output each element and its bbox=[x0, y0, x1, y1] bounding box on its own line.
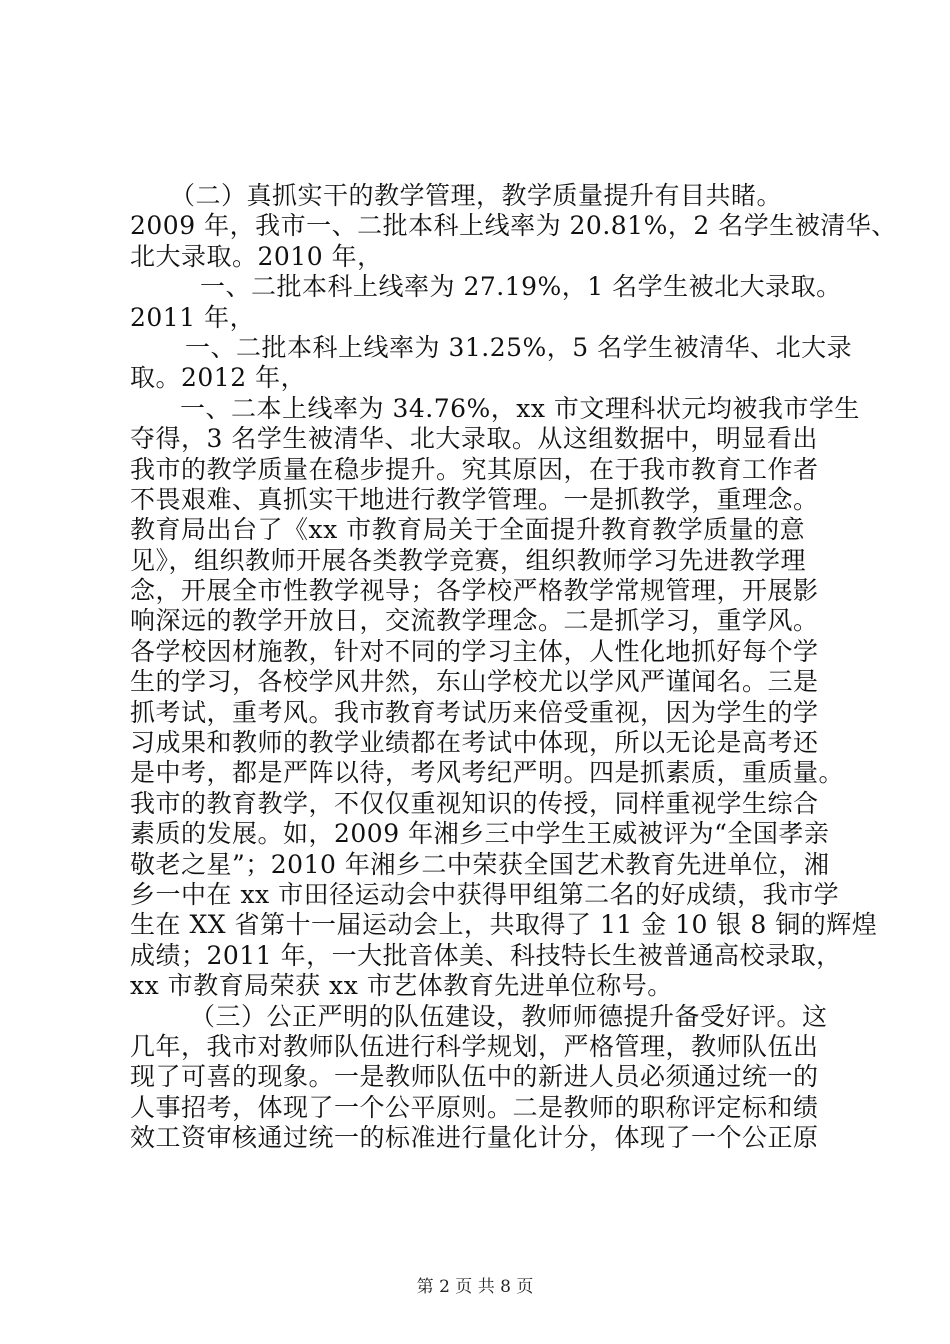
text-line: 一、二本上线率为 34.76%，xx 市文理科状元均被我市学生 bbox=[180, 393, 860, 423]
text-line: 取。2012 年， bbox=[130, 363, 307, 393]
text-line: 教育局出台了《xx 市教育局关于全面提升教育教学质量的意 bbox=[130, 515, 806, 545]
text-line: 生的学习，各校学风井然，东山学校尤以学风严谨闻名。三是 bbox=[130, 667, 819, 697]
text-line: 北大录取。2010 年， bbox=[130, 241, 383, 271]
text-line: （二）真抓实干的教学管理，教学质量提升有目共睹。 bbox=[170, 181, 783, 210]
text-line: 效工资审核通过统一的标准进行量化计分，体现了一个公正原 bbox=[130, 1123, 819, 1153]
body-text bbox=[130, 181, 897, 1154]
text-line: 是中考，都是严阵以待，考风考纪严明。四是抓素质，重质量。 bbox=[130, 758, 845, 788]
text-line: 一、二批本科上线率为 27.19%，1 名学生被北大录取。 bbox=[200, 272, 842, 302]
text-line: 一、二批本科上线率为 31.25%，5 名学生被清华、北大录 bbox=[185, 332, 853, 362]
text-line: 人事招考，体现了一个公平原则。二是教师的职称评定标和绩 bbox=[130, 1092, 819, 1122]
text-line: 响深远的教学开放日，交流教学理念。二是抓学习，重学风。 bbox=[130, 606, 819, 636]
text-line: 我市的教育教学，不仅仅重视知识的传授，同样重视学生综合 bbox=[130, 788, 819, 818]
text-line: 素质的发展。如，2009 年湘乡三中学生王威被评为“全国孝亲 bbox=[130, 819, 830, 849]
text-line: 成绩；2011 年，一大批音体美、科技特长生被普通高校录取， bbox=[130, 940, 842, 970]
text-line: 敬老之星”；2010 年湘乡二中荣获全国艺术教育先进单位，湘 bbox=[130, 849, 830, 879]
text-line: 不畏艰难、真抓实干地进行教学管理。一是抓教学，重理念。 bbox=[130, 484, 819, 514]
text-line: 各学校因材施教，针对不同的学习主体，人性化地抓好每个学 bbox=[130, 636, 819, 666]
page-number-footer: 第 2 页 共 8 页 bbox=[416, 1277, 534, 1297]
text-line: 2009 年，我市一、二批本科上线率为 20.81%，2 名学生被清华、 bbox=[130, 211, 897, 241]
text-line: （三）公正严明的队伍建设，教师师德提升备受好评。这 bbox=[190, 1001, 828, 1031]
text-line: 见》，组织教师开展各类教学竞赛，组织教师学习先进教学理 bbox=[130, 545, 807, 575]
text-line: 现了可喜的现象。一是教师队伍中的新进人员必须通过统一的 bbox=[130, 1062, 819, 1092]
text-line: 念，开展全市性教学视导；各学校严格教学常规管理，开展影 bbox=[130, 576, 819, 606]
text-line: 抓考试，重考风。我市教育考试历来倍受重视，因为学生的学 bbox=[130, 697, 819, 727]
text-line: 2011 年， bbox=[130, 302, 256, 332]
text-line: 我市的教学质量在稳步提升。究其原因，在于我市教育工作者 bbox=[130, 454, 819, 484]
text-line: 乡一中在 xx 市田径运动会中获得甲组第二名的好成绩，我市学 bbox=[130, 879, 840, 909]
text-line: 生在 XX 省第十一届运动会上，共取得了 11 金 10 银 8 铜的辉煌 bbox=[130, 910, 878, 940]
text-line: 夺得，3 名学生被清华、北大录取。从这组数据中，明显看出 bbox=[130, 424, 818, 454]
text-line: xx 市教育局荣获 xx 市艺体教育先进单位称号。 bbox=[130, 971, 673, 1001]
text-line: 习成果和教师的教学业绩都在考试中体现，所以无论是高考还 bbox=[130, 728, 819, 758]
text-line: 几年，我市对教师队伍进行科学规划，严格管理，教师队伍出 bbox=[130, 1031, 819, 1061]
